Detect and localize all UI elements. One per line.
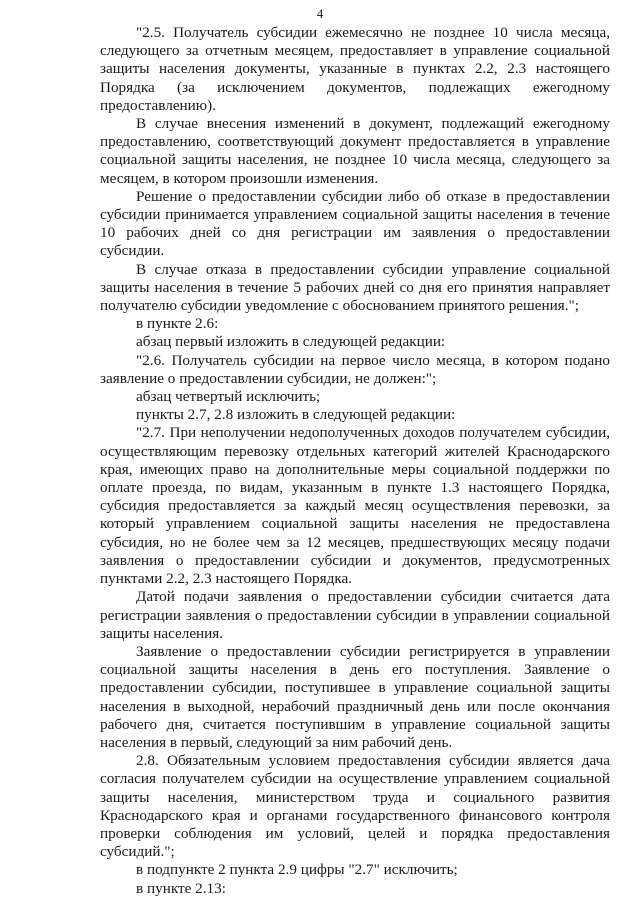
- paragraph-registration: Заявление о предоставлении субсидии регистрируется в управлении социальной защиты населения в день его поступления. Заявление о предоставлении субсидии, поступившее в управление социальной защиты населения в выходной, нерабочий праздничный день или после окончания рабочего дня, считается поступившим в управление социальной защиты населения в первый, следующий за ним рабочий день.: [100, 642, 610, 751]
- paragraph-2-9: в подпункте 2 пункта 2.9 цифры "2.7" исключить;: [136, 861, 458, 879]
- paragraph-amendment-notice: В случае внесения изменений в документ, подлежащий ежегодному предоставлению, соответствующий документ предоставляется в управление социальной защиты населения, не позднее 10 числа месяца, следующего за месяцем, в котором произошли изменения.: [100, 115, 610, 187]
- paragraph-refusal: В случае отказа в предоставлении субсидии управление социальной защиты населения в течение 5 рабочих дней со дня его принятия направляет получателю субсидии уведомление с обоснованием принятого решения.";: [100, 260, 610, 315]
- paragraph-fourth-abzac: абзац четвертый исключить;: [136, 388, 321, 406]
- page-number: 4: [316, 6, 324, 21]
- document-body: [100, 24, 610, 898]
- paragraph-2-7: "2.7. При неполучении недополученных доходов получателем субсидии, осуществляющим перевозку отдельных категорий жителей Краснодарского края, имеющих право на дополнительные меры социальной поддержки по оплате проезда, по видам, указанным в пункте 1.3 настоящего Порядка, субсидия предоставляется за каждый месяц осуществления перевозки, за который управлением социальной защиты населения не предоставлена субсидия, но не более чем за 12 месяцев, предшествующих месяцу подачи заявления о предоставлении субсидии и документов, предусмотренных пунктами 2.2, 2.3 настоящего Порядка.: [100, 424, 610, 588]
- paragraph-decision: Решение о предоставлении субсидии либо об отказе в предоставлении субсидии принимается управлением социальной защиты населения в течение 10 рабочих дней со дня регистрации им заявления о предоставлении субсидии.: [100, 187, 610, 260]
- paragraph-2-8: 2.8. Обязательным условием предоставления субсидии является дача согласия получателем субсидии на осуществление управлением социальной защиты населения, министерством труда и социального развития Краснодарского края и органами государственного финансового контроля проверки соблюдения им условий, целей и порядка предоставления субсидий.";: [100, 752, 610, 861]
- paragraph-2-13: в пункте 2.13:: [136, 879, 226, 897]
- paragraph-point-2-6: в пункте 2.6:: [136, 315, 219, 333]
- paragraph-filing-date: Датой подачи заявления о предоставлении субсидии считается дата регистрации заявления о предоставлении субсидии в управлении социальной защиты населения.: [100, 588, 610, 642]
- paragraph-2-6: "2.6. Получатель субсидии на первое число месяца, в котором подано заявление о предоставлении субсидии, не должен:";: [100, 351, 610, 387]
- paragraph-first-abzac: абзац первый изложить в следующей редакции:: [136, 333, 446, 351]
- paragraph-2-5: "2.5. Получатель субсидии ежемесячно не позднее 10 числа месяца, следующего за отчетным месяцем, предоставляет в управление социальной защиты населения документы, указанные в пунктах 2.2, 2.3 настоящего Порядка (за исключением документов, подлежащих ежегодному предоставлению).: [100, 24, 610, 114]
- paragraph-points-2-7-2-8: пункты 2.7, 2.8 изложить в следующей редакции:: [136, 406, 456, 424]
